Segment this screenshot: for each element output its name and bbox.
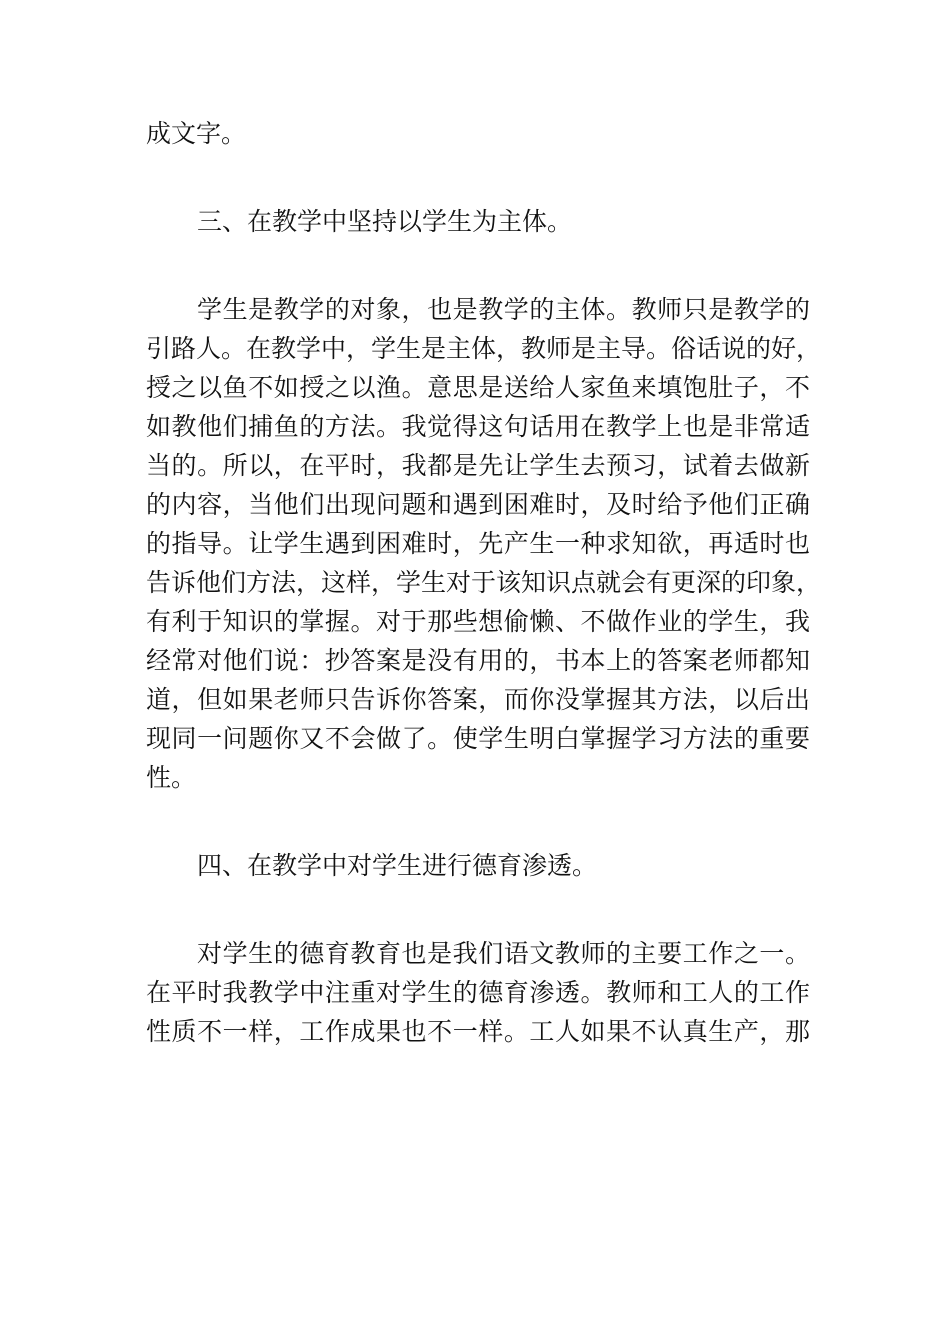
section-heading: 三、在教学中坚持以学生为主体。 (197, 207, 573, 236)
document-body (146, 114, 822, 1051)
paragraph-gap (146, 153, 810, 202)
paragraph-line: 成文字。 (146, 119, 247, 148)
paragraph-gap (146, 241, 810, 290)
section-heading: 四、在教学中对学生进行德育渗透。 (197, 851, 598, 880)
paragraph-line: 如教他们捕鱼的方法。我觉得这句话用在教学上也是非常适 (146, 412, 810, 441)
paragraph-line: 有利于知识的掌握。对于那些想偷懒、不做作业的学生，我 (146, 607, 810, 636)
paragraph-line: 当的。所以，在平时，我都是先让学生去预习，试着去做新 (146, 451, 810, 480)
paragraph-line: 授之以鱼不如授之以渔。意思是送给人家鱼来填饱肚子，不 (146, 373, 810, 402)
paragraph-gap (146, 797, 810, 846)
paragraph-line: 的指导。让学生遇到困难时，先产生一种求知欲，再适时也 (146, 529, 810, 558)
paragraph-line: 对学生的德育教育也是我们语文教师的主要工作之一。 (197, 939, 810, 968)
paragraph-line: 在平时我教学中注重对学生的德育渗透。教师和工人的工作 (146, 978, 810, 1007)
paragraph-line: 性。 (146, 763, 197, 792)
paragraph-line: 告诉他们方法，这样，学生对于该知识点就会有更深的印象， (146, 568, 822, 597)
paragraph-line: 经常对他们说：抄答案是没有用的，书本上的答案老师都知 (146, 646, 810, 675)
paragraph-line: 引路人。在教学中，学生是主体，教师是主导。俗话说的好， (146, 334, 822, 363)
paragraph-gap (146, 885, 810, 934)
paragraph-line: 学生是教学的对象，也是教学的主体。教师只是教学的 (197, 295, 810, 324)
paragraph-line: 道，但如果老师只告诉你答案，而你没掌握其方法，以后出 (146, 685, 810, 714)
paragraph-line: 的内容，当他们出现问题和遇到困难时，及时给予他们正确 (146, 490, 810, 519)
paragraph-line: 现同一问题你又不会做了。使学生明白掌握学习方法的重要 (146, 724, 810, 753)
paragraph-line: 性质不一样，工作成果也不一样。工人如果不认真生产，那 (146, 1017, 810, 1046)
